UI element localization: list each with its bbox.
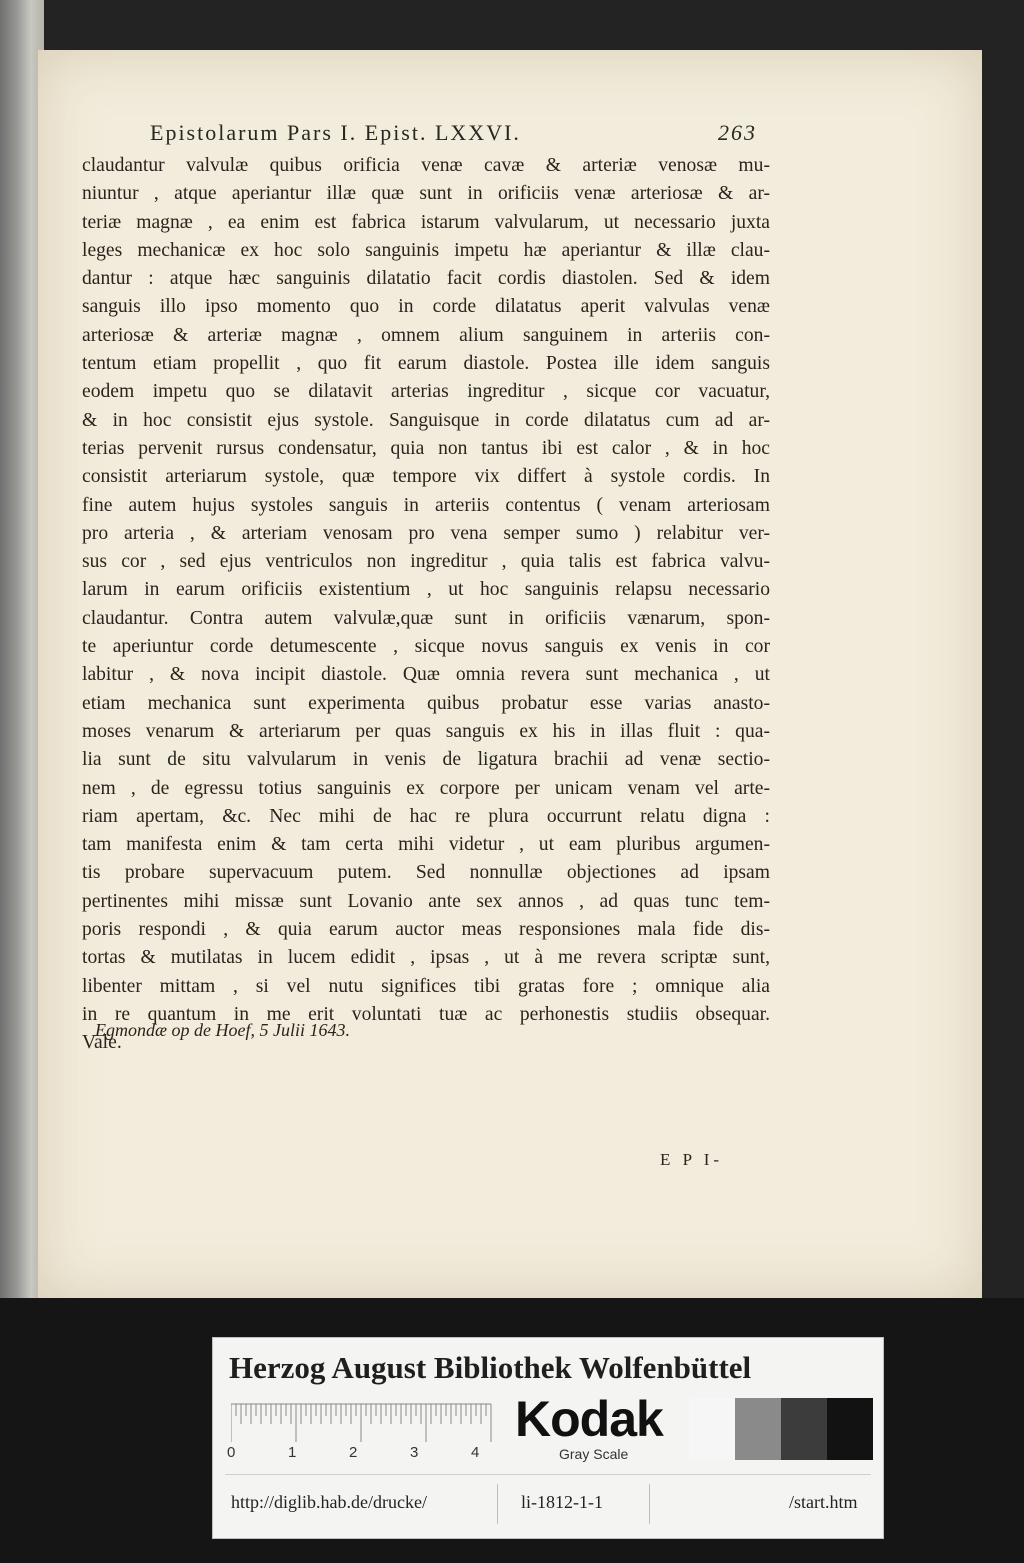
card-divider xyxy=(225,1474,871,1475)
text-line: niuntur , atque aperiantur illæ quæ sunt in orificiis venæ arteriosæ & ar- xyxy=(82,183,770,205)
gray-swatch xyxy=(689,1398,735,1460)
scale-ruler xyxy=(231,1402,501,1444)
text-line: fine autem hujus systoles sanguis in arteriis contentus ( venam arteriosam xyxy=(82,494,770,516)
text-line: te aperiuntur corde detumescente , sicque novus sanguis ex venis in cor xyxy=(82,636,770,658)
text-line: labitur , & nova incipit diastole. Quæ omnia revera sunt mechanica , ut xyxy=(82,664,770,686)
url-row xyxy=(229,1484,869,1524)
url-separator xyxy=(497,1484,498,1524)
text-line: in re quantum in me erit voluntati tuæ ac perhonestis studiis obsequar. xyxy=(82,1003,770,1025)
gray-scale-label: Gray Scale xyxy=(559,1446,629,1462)
text-line: claudantur. Contra autem valvulæ,quæ sunt in orificiis vænarum, spon- xyxy=(82,607,770,629)
text-line: terias pervenit rursus condensatur, quia non tantus ibi est calor , & in hoc xyxy=(82,437,770,459)
text-line: moses venarum & arteriarum per quas sanguis ex his in illas fluit : qua- xyxy=(82,720,770,742)
text-line: arteriosæ & arteriæ magnæ , omnem alium sanguinem in arteriis con- xyxy=(82,324,770,346)
text-line: sanguis illo ipso momento quo in corde dilatatus aperit valvulas venæ xyxy=(82,296,770,318)
text-line: dantur : atque hæc sanguinis dilatatio facit cordis diastolen. Sed & idem xyxy=(82,268,770,290)
text-line: sus cor , sed ejus ventriculos non ingreditur , quia talis est fabrica valvu- xyxy=(82,551,770,573)
text-line: tortas & mutilatas in lucem edidit , ipsas , ut à me revera scriptæ sunt, xyxy=(82,947,770,969)
gray-swatch xyxy=(781,1398,827,1460)
running-header-text: Epistolarum Pars I. Epist. LXXVI. xyxy=(150,120,521,145)
library-color-card xyxy=(212,1337,884,1539)
letter-body xyxy=(82,152,770,1058)
text-line: libenter mittam , si vel nutu significes tibi gratas fore ; omnique alia xyxy=(82,975,770,997)
text-line: riam apertam, &c. Nec mihi de hac re plura occurrunt relatu digna : xyxy=(82,805,770,827)
ruler-label: 0 xyxy=(227,1444,236,1461)
text-line: pro arteria , & arteriam venosam pro vena semper sumo ) relabitur ver- xyxy=(82,522,770,544)
text-line: & in hoc consistit ejus systole. Sanguisque in corde dilatatus cum ad ar- xyxy=(82,409,770,431)
dateline: Egmondæ op de Hoef, 5 Julii 1643. xyxy=(95,1020,350,1040)
text-line: tis probare supervacuum putem. Sed nonnullæ objectiones ad ipsam xyxy=(82,862,770,884)
library-name: Herzog August Bibliothek Wolfenbüttel xyxy=(229,1350,752,1385)
text-line: teriæ magnæ , ea enim est fabrica istarum valvularum, ut necessario juxta xyxy=(82,211,770,233)
kodak-logo: Kodak xyxy=(515,1391,663,1447)
text-line: claudantur valvulæ quibus orificia venæ cavæ & arteriæ venosæ mu- xyxy=(82,155,770,176)
text-line: larum in earum orificiis existentium , ut hoc sanguinis relapsu necessario xyxy=(82,579,770,601)
text-line: consistit arteriarum systole, quæ tempore vix differt à systole cordis. In xyxy=(82,466,770,488)
text-line: Vale. xyxy=(82,1032,122,1054)
shelfmark: li-1812-1-1 xyxy=(521,1492,603,1512)
text-line: nem , de egressu totius sanguinis ex corpore per unicam venam vel arte- xyxy=(82,777,770,799)
ruler-label: 2 xyxy=(349,1444,358,1461)
url-separator xyxy=(649,1484,650,1524)
ruler-label: 4 xyxy=(471,1444,480,1461)
ruler-labels xyxy=(227,1444,507,1464)
gray-swatch xyxy=(827,1398,873,1460)
text-line: eodem impetu quo se dilatavit arterias ingreditur , sicque cor vacuatur, xyxy=(82,381,770,403)
ruler-label: 3 xyxy=(410,1444,419,1461)
page-number: 263 xyxy=(718,120,757,145)
text-line: poris respondi , & quia earum auctor meas responsiones mala fide dis- xyxy=(82,919,770,941)
ruler-label: 1 xyxy=(288,1444,297,1461)
text-line: leges mechanicæ ex hoc solo sanguinis impetu hæ aperiantur & illæ clau- xyxy=(82,239,770,261)
url-left: http://diglib.hab.de/drucke/ xyxy=(231,1492,427,1512)
url-right: /start.htm xyxy=(789,1492,858,1512)
text-line: tentum etiam propellit , quo fit earum diastole. Postea ille idem sanguis xyxy=(82,353,770,375)
text-line: etiam mechanica sunt experimenta quibus probatur esse varias anasto- xyxy=(82,692,770,714)
text-line: tam manifesta enim & tam certa mihi videtur , ut eam pluribus argumen- xyxy=(82,834,770,856)
gray-swatch xyxy=(735,1398,781,1460)
text-line: pertinentes mihi missæ sunt Lovanio ante sex annos , ad quas tunc tem- xyxy=(82,890,770,912)
running-header xyxy=(150,120,830,156)
gray-scale-swatches xyxy=(689,1398,873,1460)
catchword: E P I- xyxy=(660,1150,724,1169)
text-line: lia sunt de situ valvularum in venis de ligatura brachii ad venæ sectio- xyxy=(82,749,770,771)
